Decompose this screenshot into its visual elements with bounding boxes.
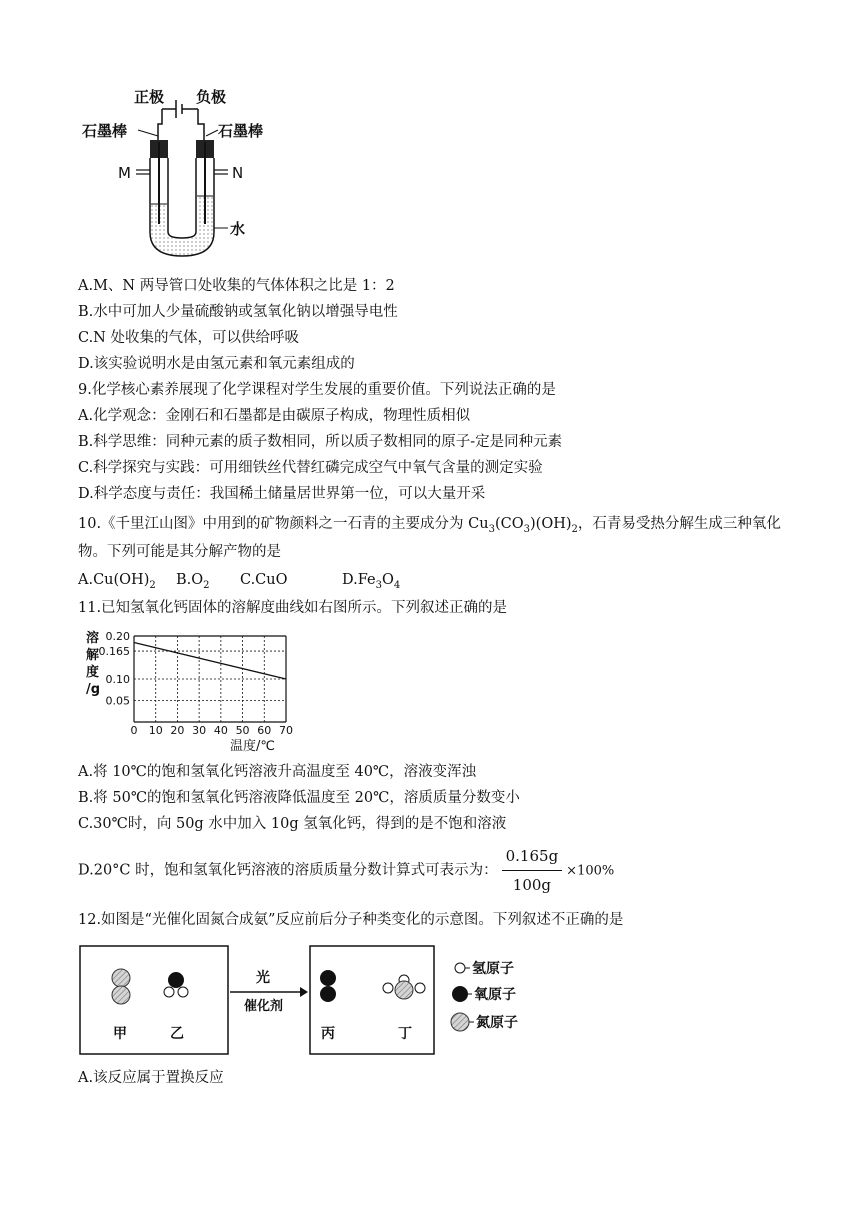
graphite-rod-left-label: 石墨棒 xyxy=(82,122,128,140)
solubility-chart xyxy=(78,626,303,754)
q10-option-d: $D.Fe_3O_4$ xyxy=(342,572,401,591)
y-tick-label: 0.10 xyxy=(105,673,130,686)
arrow-top-label: 光 xyxy=(256,970,270,986)
x-tick-label: 20 xyxy=(170,724,185,737)
chart-series xyxy=(134,642,286,679)
battery-icon xyxy=(158,100,204,142)
solubility-curve xyxy=(134,642,286,679)
negative-electrode-label: 负极 xyxy=(196,88,227,106)
y-axis-label-char: /g xyxy=(86,682,101,697)
x-tick-label: 70 xyxy=(279,724,293,737)
q10-stem-line1: 10.《千里江山图》中用到的矿物颜料之一石青的主要成分为 $Cu_3(CO_3)(OH)_2$，石青易受热分解生成三种氧化 xyxy=(78,516,781,535)
q9-option-b: B.科学思维：同种元素的质子数相同，所以质子数相同的原子-定是同种元素 xyxy=(78,434,563,450)
x-tick-labels xyxy=(131,724,294,737)
q9-option-a: A.化学观念：金刚石和石墨都是由碳原子构成，物理性质相似 xyxy=(78,408,471,424)
q8-option-d: D.该实验说明水是由氢元素和氧元素组成的 xyxy=(78,356,355,372)
n-label: N xyxy=(232,164,244,182)
q10-option-a: $A.Cu(OH)_2$ xyxy=(78,572,156,591)
x-tick-label: 50 xyxy=(235,724,250,737)
q12-stem: 12.如图是“光催化固氮合成氨”反应前后分子种类变化的示意图。下列叙述不正确的是 xyxy=(78,912,624,928)
q11-option-d: D.20°C 时，饱和氢氧化钙溶液的溶质质量分数计算式可表示为： $\frac{0.165g}{100g}$ ×100% xyxy=(78,844,614,897)
q10-option-c: C.CuO xyxy=(240,572,288,588)
q11-option-a: A.将 10℃的饱和氢氧化钙溶液升高温度至 40℃，溶液变浑浊 xyxy=(78,764,477,780)
nh3-molecule xyxy=(383,975,425,999)
chart-grid xyxy=(134,636,286,722)
arrow-head-icon xyxy=(300,987,308,997)
reaction-diagram xyxy=(78,940,548,1058)
label-bing: 丙 xyxy=(321,1026,335,1042)
legend-oxygen: 氧原子 xyxy=(474,987,516,1003)
fraction: $\frac{0.165g}{100g}$ xyxy=(502,844,563,897)
arrow-bottom-label: 催化剂 xyxy=(244,999,284,1014)
x-axis-label: 温度/℃ xyxy=(230,739,275,754)
electrolysis-figure xyxy=(78,84,268,269)
legend-hydrogen: 氢原子 xyxy=(472,961,514,977)
q11-option-c: C.30℃时，向 50g 水中加入 10g 氢氧化钙，得到的是不饱和溶液 xyxy=(78,816,507,832)
label-jia: 甲 xyxy=(113,1026,127,1042)
n2-molecule xyxy=(112,969,130,1004)
legend xyxy=(451,960,518,1031)
y-tick-label: 0.20 xyxy=(105,630,130,643)
h2o-molecule xyxy=(164,972,188,997)
graphite-rod-right-label: 石墨棒 xyxy=(218,122,264,140)
label-ding: 丁 xyxy=(398,1026,412,1042)
q9-option-d: D.科学态度与责任：我国稀土储量居世界第一位，可以大量开采 xyxy=(78,486,486,502)
q10-stem-line2: 物。下列可能是其分解产物的是 xyxy=(78,544,281,560)
legend-nitrogen: 氮原子 xyxy=(476,1015,518,1031)
m-label: M xyxy=(118,164,131,182)
q10-options xyxy=(78,570,400,596)
q8-option-a: A.M、N 两导管口处收集的气体体积之比是 1：2 xyxy=(78,278,395,294)
o2-molecule xyxy=(320,970,336,1002)
y-tick-label: 0.165 xyxy=(98,645,130,659)
q12-option-a: A.该反应属于置换反应 xyxy=(78,1070,224,1086)
oxygen-atom-icon xyxy=(452,986,468,1002)
positive-electrode-label: 正极 xyxy=(134,88,165,106)
q9-option-c: C.科学探究与实践：可用细铁丝代替红磷完成空气中氧气含量的测定实验 xyxy=(78,460,543,476)
reactants-box xyxy=(80,946,228,1054)
y-tick-labels xyxy=(99,630,131,708)
q11-stem: 11.已知氢氧化钙固体的溶解度曲线如右图所示。下列叙述正确的是 xyxy=(78,600,508,616)
q8-option-c: C.N 处收集的气体，可以供给呼吸 xyxy=(78,330,299,346)
hydrogen-atom-icon xyxy=(455,963,465,973)
q9-stem: 9.化学核心素养展现了化学课程对学生发展的重要价值。下列说法正确的是 xyxy=(78,382,556,398)
y-axis-label-char: 度 xyxy=(86,665,100,680)
label-yi: 乙 xyxy=(170,1026,184,1042)
y-tick-label: 0.05 xyxy=(105,694,130,708)
x-tick-label: 60 xyxy=(257,724,272,737)
q11-option-b: B.将 50℃的饱和氢氧化钙溶液降低温度至 20℃，溶质质量分数变小 xyxy=(78,790,520,806)
x-tick-label: 30 xyxy=(192,724,207,737)
x-tick-label: 40 xyxy=(213,724,228,737)
y-axis-label-char: 溶 xyxy=(86,631,100,646)
x-tick-label: 10 xyxy=(148,724,163,737)
q8-option-b: B.水中可加人少量硫酸钠或氢氧化钠以增强导电性 xyxy=(78,304,398,320)
y-axis-label xyxy=(86,630,100,697)
water-label: 水 xyxy=(230,220,246,238)
x-tick-label: 0 xyxy=(130,724,138,737)
q10-option-b: $B.O_2$ xyxy=(176,572,210,591)
nitrogen-atom-icon xyxy=(451,1013,469,1031)
y-axis-label-char: 解 xyxy=(86,648,100,663)
